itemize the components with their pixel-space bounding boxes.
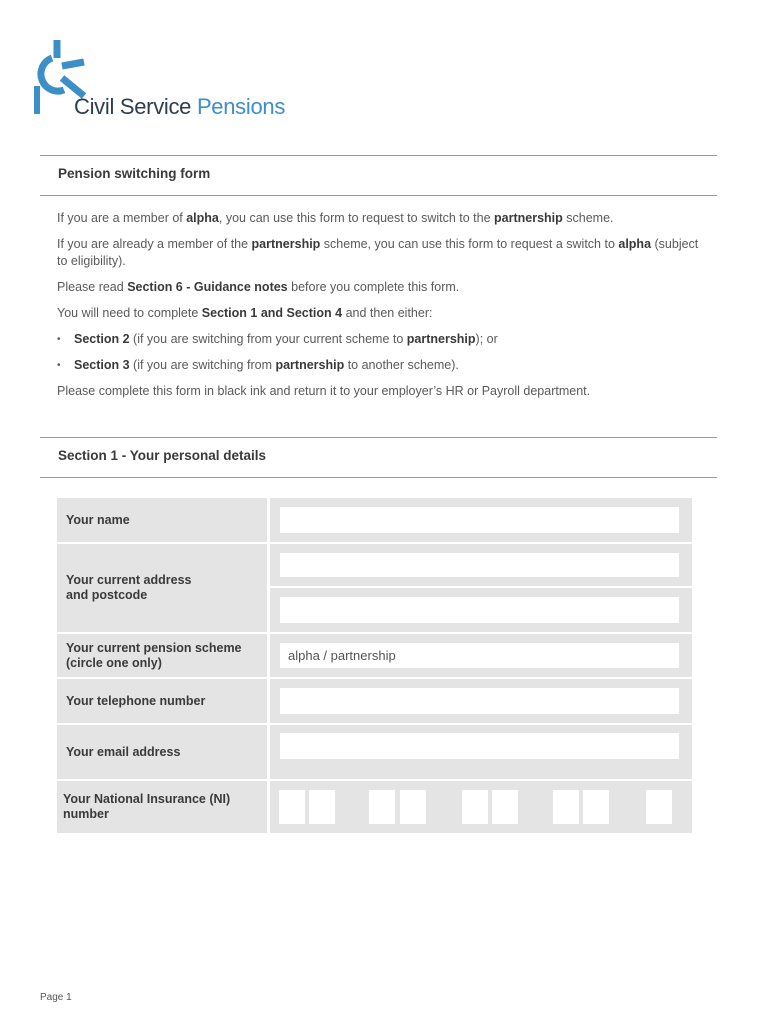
divider [40, 155, 717, 156]
brand-name-part1: Civil Service [74, 94, 192, 119]
name-input[interactable] [280, 507, 679, 533]
address-field-cell [270, 544, 692, 586]
address-line2-input[interactable] [280, 597, 679, 623]
ni-number-field-cell [270, 781, 692, 833]
ni-character-box[interactable] [646, 790, 672, 824]
divider [40, 195, 717, 196]
pension-scheme-label: Your current pension scheme (circle one only) [57, 634, 267, 677]
ni-character-box[interactable] [309, 790, 335, 824]
telephone-label: Your telephone number [57, 679, 267, 723]
email-label: Your email address [57, 725, 267, 779]
divider [40, 477, 717, 478]
civil-service-pensions-logo [34, 38, 304, 128]
ni-number-label: Your National Insurance (NI) number [57, 781, 267, 833]
ni-character-box[interactable] [369, 790, 395, 824]
intro-paragraph: Please complete this form in black ink and return it to your employer’s HR or Payroll department. [57, 384, 591, 398]
page-number: Page 1 [40, 992, 72, 1003]
name-label: Your name [57, 498, 267, 542]
intro-text [57, 210, 707, 409]
brand-name-part2: Pensions [196, 94, 286, 119]
ni-character-box[interactable] [583, 790, 609, 824]
intro-bullets [57, 331, 707, 374]
pension-scheme-field-cell [270, 634, 692, 677]
telephone-field-cell [270, 679, 692, 723]
intro-paragraph: You will need to complete Section 1 and Section 4 and then either: [57, 306, 433, 320]
intro-paragraph: If you are a member of alpha, you can use this form to request to switch to the partnership scheme. [57, 211, 614, 225]
divider [40, 437, 717, 438]
address-line1-input[interactable] [280, 553, 679, 577]
pension-scheme-choice[interactable]: alpha / partnership [280, 643, 679, 668]
email-row [57, 725, 692, 779]
telephone-input[interactable] [280, 688, 679, 714]
telephone-row [57, 679, 692, 723]
ni-character-box[interactable] [462, 790, 488, 824]
email-input[interactable] [280, 733, 679, 759]
form-title: Pension switching form [58, 166, 211, 181]
intro-paragraph: If you are already a member of the partnership scheme, you can use this form to request a switch to alpha (subject to eligibility). [57, 237, 699, 268]
ni-character-box[interactable] [492, 790, 518, 824]
ni-character-box[interactable] [400, 790, 426, 824]
ni-character-box[interactable] [279, 790, 305, 824]
email-field-cell [270, 725, 692, 779]
intro-paragraph: Please read Section 6 - Guidance notes before you complete this form. [57, 280, 460, 294]
address-label: Your current address and postcode [57, 544, 267, 632]
pension-scheme-row [57, 634, 692, 677]
name-field-cell [270, 498, 692, 542]
address-row [57, 544, 692, 632]
address-field-cell [270, 588, 692, 632]
ni-number-row [57, 781, 692, 833]
list-item: • Section 2 (if you are switching from your current scheme to partnership); or [57, 331, 707, 348]
list-item: • Section 3 (if you are switching from partnership to another scheme). [57, 357, 707, 374]
section-title: Section 1 - Your personal details [58, 448, 267, 463]
name-row [57, 498, 692, 542]
ni-character-box[interactable] [553, 790, 579, 824]
brand-name [74, 94, 285, 120]
